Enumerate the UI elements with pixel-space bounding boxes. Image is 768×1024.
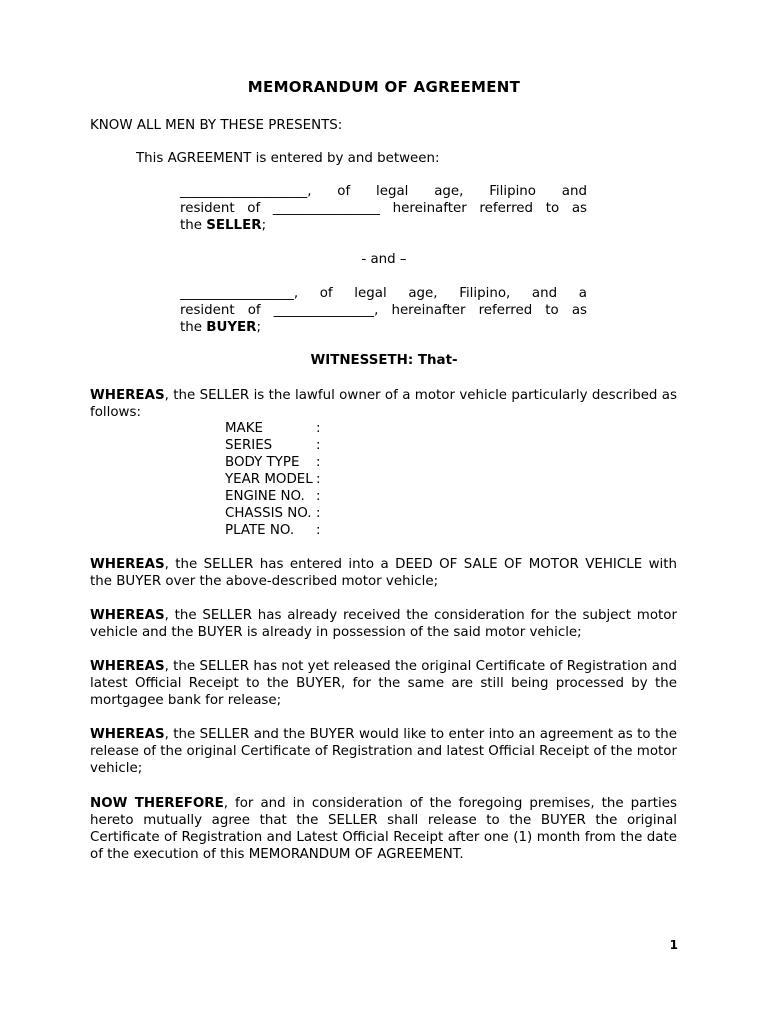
buyer-line-2: resident of _______________, hereinafter referred to as — [180, 303, 587, 318]
whereas-5-line-3: vehicle; — [90, 761, 143, 776]
spec-label: YEAR MODEL — [225, 472, 313, 487]
whereas-2-text: , the SELLER has entered into a DEED OF SALE OF MOTOR VEHICLE with — [164, 557, 677, 572]
whereas-3-text: , the SELLER has already received the consideration for the subject motor — [164, 608, 677, 623]
witnesseth-heading: WITNESSETH: That- — [310, 353, 458, 368]
whereas-3-bold: WHEREAS — [90, 608, 165, 623]
spec-row-make — [225, 420, 321, 437]
whereas-3-line-1 — [90, 607, 677, 624]
spec-label: ENGINE NO. — [225, 489, 305, 504]
whereas-2-bold: WHEREAS — [90, 557, 165, 572]
now-therefore-text: , for and in consideration of the foregoing premises, the parties — [223, 796, 677, 811]
whereas-5-text: , the SELLER and the BUYER would like to enter into an agreement as to the — [164, 727, 677, 742]
whereas-4-line-1 — [90, 658, 677, 675]
whereas-1-bold: WHEREAS — [90, 388, 165, 403]
seller-line-3-pre: the — [180, 218, 207, 233]
seller-line-2: resident of ________________ hereinafter referred to as — [180, 201, 587, 216]
seller-label: SELLER — [206, 218, 262, 233]
spec-row-engine-no — [225, 488, 321, 505]
whereas-5-line-1 — [90, 726, 677, 743]
whereas-5-bold: WHEREAS — [90, 727, 165, 742]
seller-line-3-post: ; — [261, 218, 267, 233]
spec-label: SERIES — [225, 438, 273, 453]
whereas-4-text: , the SELLER has not yet released the original Certificate of Registration and — [164, 659, 677, 674]
whereas-1-line-1 — [90, 387, 677, 404]
whereas-3-line-2: vehicle and the BUYER is already in possession of the said motor vehicle; — [90, 625, 582, 640]
spec-colon: : — [316, 455, 321, 470]
whereas-4-line-2: latest Official Receipt to the BUYER, for the same are still being processed by the — [90, 676, 677, 691]
now-therefore-line-1 — [90, 795, 677, 812]
spec-label: PLATE NO. — [225, 523, 295, 538]
spec-row-series — [225, 437, 321, 454]
spec-row-year-model — [225, 471, 321, 488]
document-title: MEMORANDUM OF AGREEMENT — [247, 78, 521, 96]
whereas-2-line-1 — [90, 556, 677, 573]
whereas-5-line-2: release of the original Certificate of Registration and latest Official Receipt of the motor — [90, 744, 677, 759]
spec-row-body-type — [225, 454, 321, 471]
spec-colon: : — [316, 489, 321, 504]
buyer-line-3-post: ; — [256, 320, 261, 335]
now-therefore-line-3: Certificate of Registration and Latest Official Receipt after one (1) month from the date — [90, 830, 677, 845]
spec-row-plate-no — [225, 522, 321, 539]
spec-label: BODY TYPE — [225, 455, 300, 470]
seller-line-3 — [180, 217, 266, 234]
whereas-1-text: , the SELLER is the lawful owner of a motor vehicle particularly described as — [164, 388, 677, 403]
buyer-line-3-pre: the — [180, 320, 207, 335]
spec-row-chassis-no — [225, 505, 321, 522]
and-separator: - and – — [361, 252, 407, 267]
entered-line: This AGREEMENT is entered by and between: — [136, 151, 440, 166]
whereas-2-line-2: the BUYER over the above-described motor vehicle; — [90, 574, 439, 589]
buyer-label: BUYER — [206, 320, 257, 335]
spec-label: CHASSIS NO. — [225, 506, 312, 521]
seller-line-1: ___________________, of legal age, Filipino and — [180, 184, 587, 199]
spec-label: MAKE — [225, 421, 263, 436]
spec-colon: : — [316, 506, 321, 521]
buyer-line-1: _________________, of legal age, Filipino, and a — [180, 286, 587, 301]
intro-line: KNOW ALL MEN BY THESE PRESENTS: — [90, 118, 343, 133]
spec-colon: : — [316, 523, 321, 538]
spec-colon: : — [316, 472, 321, 487]
whereas-1-line-2: follows: — [90, 405, 141, 420]
whereas-4-bold: WHEREAS — [90, 659, 165, 674]
now-therefore-line-4: of the execution of this MEMORANDUM OF AGREEMENT. — [90, 847, 464, 862]
buyer-line-3 — [180, 319, 261, 336]
now-therefore-bold: NOW THEREFORE — [90, 796, 224, 811]
now-therefore-line-2: hereto mutually agree that the SELLER shall release to the BUYER the original — [90, 813, 677, 828]
whereas-4-line-3: mortgagee bank for release; — [90, 693, 282, 708]
spec-colon: : — [316, 438, 321, 453]
page-number: 1 — [669, 938, 678, 952]
spec-colon: : — [316, 421, 321, 436]
